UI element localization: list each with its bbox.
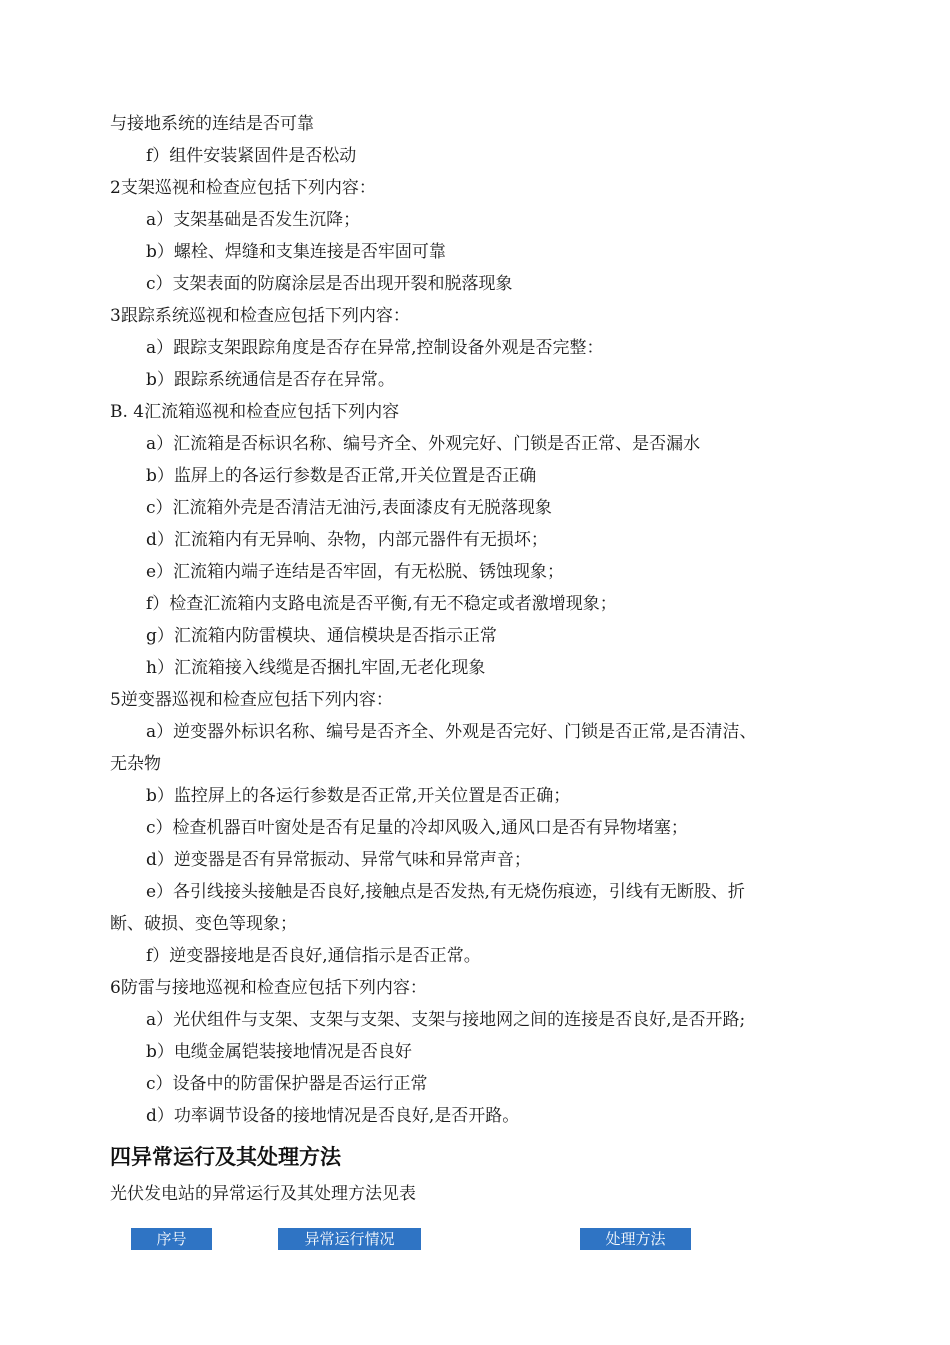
text-line: b）跟踪系统通信是否存在异常。 <box>146 370 395 390</box>
text-line: b）螺栓、焊缝和支集连接是否牢固可靠 <box>146 242 446 262</box>
table-header-abnormal-condition: 异常运行情况 <box>278 1228 421 1250</box>
text-line: 与接地系统的连结是否可靠 <box>110 114 314 134</box>
section-heading: 四异常运行及其处理方法 <box>110 1145 341 1169</box>
intro-line: 光伏发电站的异常运行及其处理方法见表 <box>110 1184 416 1204</box>
text-line: a）跟踪支架跟踪角度是否存在异常,控制设备外观是否完整： <box>146 338 604 358</box>
text-line: B. 4汇流箱巡视和检查应包括下列内容 <box>110 402 400 422</box>
inspection-list <box>110 108 835 1132</box>
table-header-handling-method: 处理方法 <box>580 1228 691 1250</box>
text-line: 5逆变器巡视和检查应包括下列内容： <box>110 690 393 710</box>
text-line: f）组件安装紧固件是否松动 <box>146 146 357 166</box>
text-line: c）设备中的防雷保护器是否运行正常 <box>146 1074 428 1094</box>
text-line: b）电缆金属铠装接地情况是否良好 <box>146 1042 412 1062</box>
text-line: a）支架基础是否发生沉降； <box>146 210 361 230</box>
table-header-index: 序号 <box>131 1228 212 1250</box>
text-line: e）汇流箱内端子连结是否牢固，有无松脱、锈蚀现象； <box>146 562 565 582</box>
text-line: 断、破损、变色等现象； <box>110 914 297 934</box>
text-line: c）汇流箱外壳是否清洁无油污,表面漆皮有无脱落现象 <box>146 498 552 518</box>
text-line: a）光伏组件与支架、支架与支架、支架与接地网之间的连接是否良好,是否开路; <box>146 1010 746 1030</box>
text-line: d）功率调节设备的接地情况是否良好,是否开路。 <box>146 1106 520 1126</box>
text-line: 2支架巡视和检查应包括下列内容： <box>110 178 376 198</box>
text-line: d）汇流箱内有无异响、杂物，内部元器件有无损坏； <box>146 530 548 550</box>
text-line: d）逆变器是否有异常振动、异常气味和异常声音； <box>146 850 531 870</box>
text-line: b）监控屏上的各运行参数是否正常,开关位置是否正确； <box>146 786 571 806</box>
text-line: 3跟踪系统巡视和检查应包括下列内容： <box>110 306 410 326</box>
text-line: c）检查机器百叶窗处是否有足量的冷却风吸入,通风口是否有异物堵塞； <box>146 818 688 838</box>
table-header-row <box>0 1228 950 1252</box>
text-line: f）逆变器接地是否良好,通信指示是否正常。 <box>146 946 481 966</box>
text-line: h）汇流箱接入线缆是否捆扎牢固,无老化现象 <box>146 658 486 678</box>
text-line: f）检查汇流箱内支路电流是否平衡,有无不稳定或者激增现象； <box>146 594 617 614</box>
text-line: 6防雷与接地巡视和检查应包括下列内容： <box>110 978 427 998</box>
text-line: 无杂物 <box>110 754 161 774</box>
document-body <box>110 108 835 1210</box>
text-line: g）汇流箱内防雷模块、通信模块是否指示正常 <box>146 626 497 646</box>
text-line: a）逆变器外标识名称、编号是否齐全、外观是否完好、门锁是否正常,是否清洁、 <box>146 722 757 742</box>
text-line: e）各引线接头接触是否良好,接触点是否发热,有无烧伤痕迹，引线有无断股、折 <box>146 882 745 902</box>
text-line: b）监屏上的各运行参数是否正常,开关位置是否正确 <box>146 466 537 486</box>
text-line: c）支架表面的防腐涂层是否出现开裂和脱落现象 <box>146 274 513 294</box>
text-line: a）汇流箱是否标识名称、编号齐全、外观完好、门锁是否正常、是否漏水 <box>146 434 701 454</box>
